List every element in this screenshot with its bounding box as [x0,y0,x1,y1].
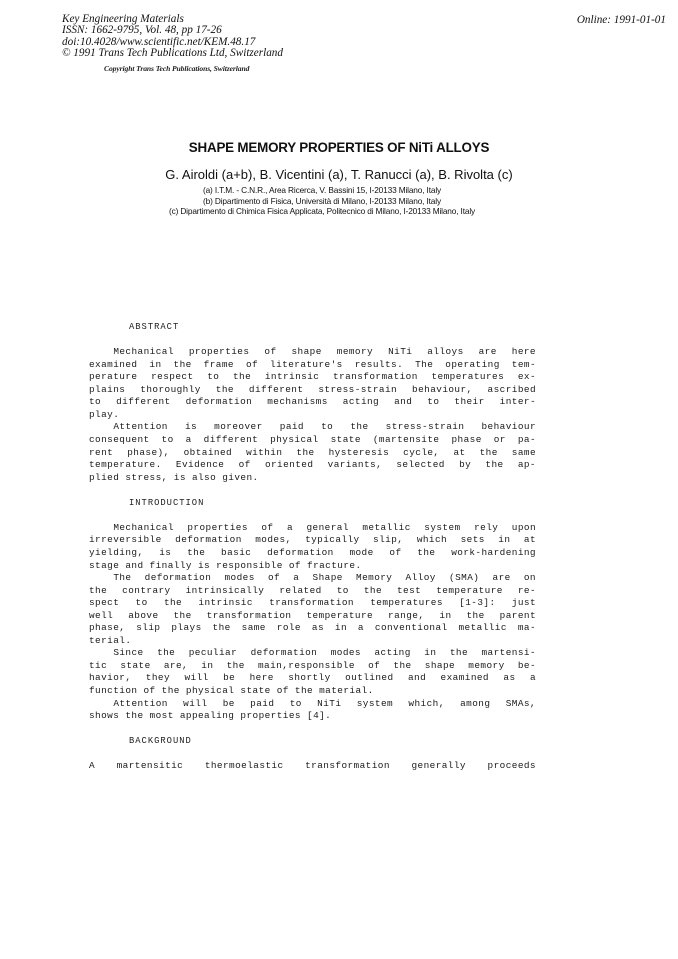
text-line: perature respect to the intrinsic transformation temperatures ex- [89,371,536,383]
affiliation-a: (a) I.T.M. - C.N.R., Area Ricerca, V. Bassini 15, I-20133 Milano, Italy [202,185,442,195]
issn-line: ISSN: 1662-9795, Vol. 48, pp 17-26 [62,24,222,37]
copyright-stamp: Copyright Trans Tech Publications, Switzerland [104,64,250,73]
publisher-line: © 1991 Trans Tech Publications Ltd, Switzerland [62,47,283,60]
text-line: tic state are, in the main,responsible of the shape memory be- [89,659,536,671]
text-line: havior, they will be here shortly outlined and examined as a [89,672,536,684]
journal-name: Key Engineering Materials [62,13,184,25]
text-line: rent phase), obtained within the hysteresis cycle, at the same [89,446,536,458]
online-date: Online: 1991-01-01 [576,14,666,26]
abstract-text [89,346,536,484]
background-heading: BACKGROUND [129,736,192,747]
affiliations [0,185,644,217]
text-line: stage and finally is responsible of fracture. [89,559,362,571]
text-line: Mechanical properties of a general metallic system rely upon [113,521,536,533]
text-line: consequent to a different physical state (martensite phase or pa- [89,433,536,445]
introduction-heading: INTRODUCTION [129,497,205,508]
text-line: Attention is moreover paid to the stress-strain behaviour [113,421,536,433]
text-line: terial. [89,634,132,646]
affiliation-b: (b) Dipartimento di Fisica, Università di Milano, I-20133 Milano, Italy [203,195,441,206]
text-line: The deformation modes of a Shape Memory Alloy (SMA) are on [113,572,536,584]
text-line: to different deformation mechanisms acting and to their inter- [89,396,536,408]
introduction-text [89,522,536,723]
text-line: plied stress, is also given. [89,471,259,483]
background-text [89,760,536,773]
doi-line: doi:10.4028/www.scientific.net/KEM.48.17 [62,35,256,48]
text-line: Since the peculiar deformation modes acting in the martensi- [113,647,536,659]
text-line: the contrary intrinsically related to the test temperature re- [89,584,536,596]
paper-body [89,321,536,773]
text-line: yielding, is the basic deformation mode of the work-hardening [89,546,536,558]
paper-authors: G. Airoldi (a+b), B. Vicentini (a), T. Ranucci (a), B. Rivolta (c) [165,167,513,182]
text-line: examined in the frame of literature's results. The operating tem- [89,358,536,370]
journal-header [62,14,283,60]
text-line: shows the most appealing properties [4]. [89,710,332,722]
text-line: well above the transformation temperature range, in the parent [89,609,536,621]
paper-title: SHAPE MEMORY PROPERTIES OF NiTi ALLOYS [188,140,490,155]
abstract-heading: ABSTRACT [129,322,180,332]
text-line: Mechanical properties of shape memory NiTi alloys are here [113,346,536,358]
text-line: phase, slip plays the same role as in a conventional metallic ma- [89,622,536,634]
text-line: A martensitic thermoelastic transformation generally proceeds [89,760,536,772]
text-line: play. [89,408,120,420]
affiliation-c: (c) Dipartimento di Chimica Fisica Applicata, Politecnico di Milano, I-20133 Milano, Italy [168,206,476,217]
text-line: Attention will be paid to NiTi system which, among SMAs, [113,697,536,709]
text-line: spect to the intrinsic transformation temperatures [1-3]: just [89,597,536,609]
text-line: plains thoroughly the different stress-strain behaviour, ascribed [89,383,536,395]
text-line: function of the physical state of the material. [89,685,374,696]
text-line: temperature. Evidence of oriented variants, selected by the ap- [89,459,536,471]
text-line: irreversible deformation modes, typically slip, which sets in at [89,534,536,546]
